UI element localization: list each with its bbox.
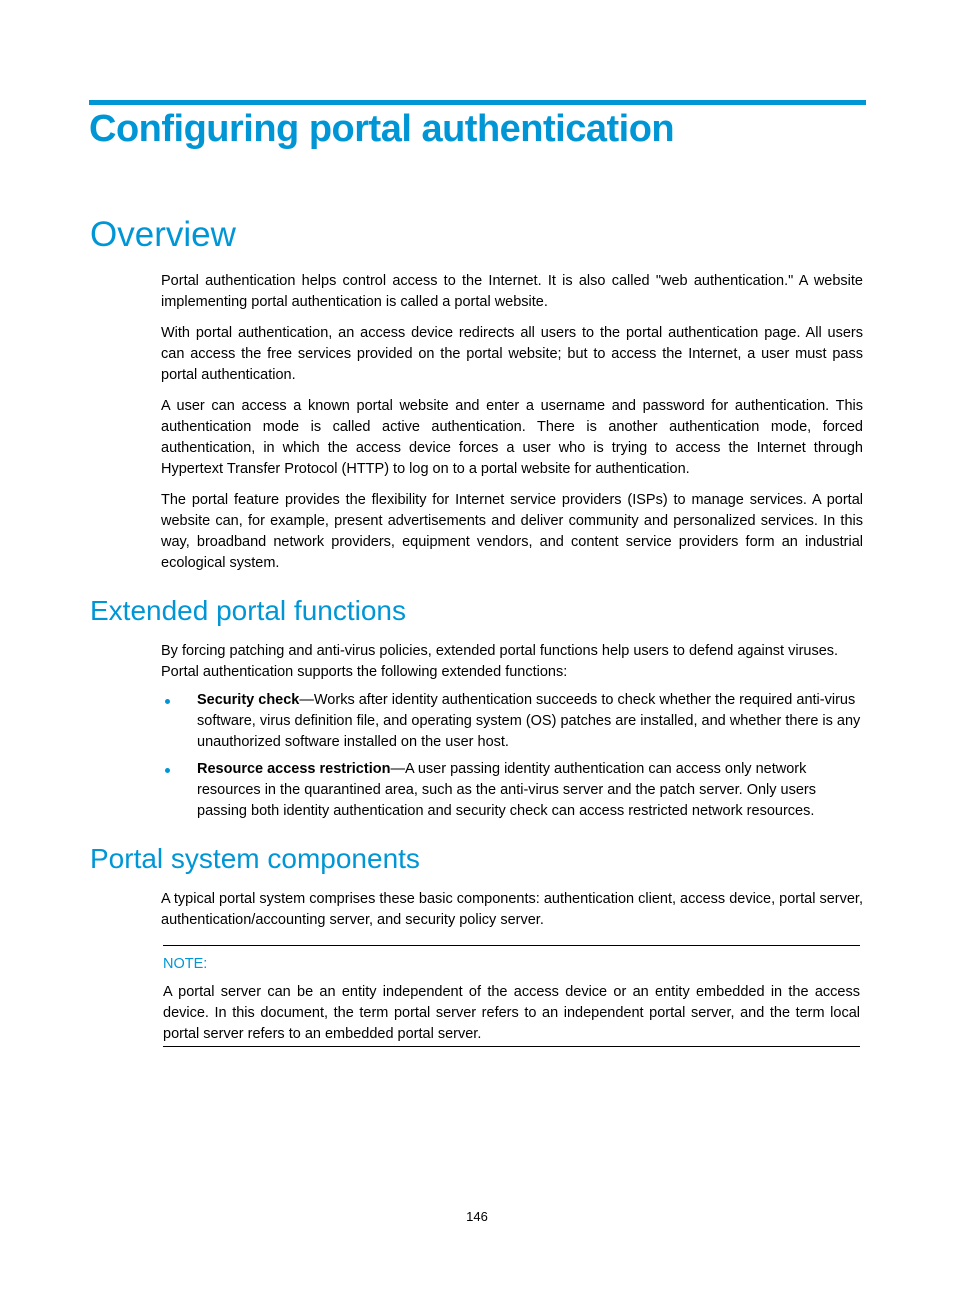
extended-intro: By forcing patching and anti-virus policies, extended portal functions help users to defend against viruses. Portal authentication supports the following extended functions: xyxy=(161,643,839,680)
note-text: A portal server can be an entity independent of the access device or an entity embedded in the access device. In this document, the term portal server refers to an independent portal server, and the term local portal server refers to an embedded portal server. xyxy=(163,984,860,1042)
bullet-text: —Works after identity authentication succeeds to check whether the required anti-virus software, virus definition file, and operating system (OS) patches are installed, and whether there is any unauthorized software installed on the user host. xyxy=(197,692,861,750)
bullet-icon xyxy=(165,699,170,704)
chapter-top-rule xyxy=(89,100,866,105)
bullet-text: —A user passing identity authentication can access only network resources in the quarantined area, such as the anti-virus server and the patch server. Only users passing both identity authentication and security check can access restricted network resources. xyxy=(197,761,816,819)
components-intro: A typical portal system comprises these basic components: authentication client, access device, portal server, authentication/accounting server, and security policy server. xyxy=(161,891,863,928)
overview-paragraph-2: With portal authentication, an access device redirects all users to the portal authentication page. All users can access the free services provided on the portal website; but to access the Internet, a user must pass portal authentication. xyxy=(161,325,863,383)
list-item-security-check xyxy=(161,690,863,753)
page-number: 146 xyxy=(466,1209,488,1224)
extended-heading: Extended portal functions xyxy=(90,595,406,626)
note-box xyxy=(163,945,860,1047)
overview-heading: Overview xyxy=(90,215,236,254)
components-heading: Portal system components xyxy=(90,843,420,874)
extended-function-list xyxy=(161,690,863,828)
overview-paragraph-3: A user can access a known portal website and enter a username and password for authentication. This authentication mode is called active authentication. There is another authentication mode, forced authentication, in which the access device forces a user who is trying to access the Internet through Hypertext Transfer Protocol (HTTP) to log on to a portal website for authentication. xyxy=(161,398,863,477)
bullet-term: Security check xyxy=(197,692,300,708)
bullet-term: Resource access restriction xyxy=(197,761,391,777)
note-label: NOTE: xyxy=(163,956,208,972)
chapter-title: Configuring portal authentication xyxy=(89,108,675,150)
bullet-icon xyxy=(165,768,170,773)
overview-paragraph-1: Portal authentication helps control access to the Internet. It is also called "web authentication." A website implementing portal authentication is called a portal website. xyxy=(161,273,863,310)
list-item-resource-access-restriction xyxy=(161,759,863,822)
overview-paragraph-4: The portal feature provides the flexibility for Internet service providers (ISPs) to manage services. A portal website can, for example, present advertisements and deliver community and personalized services. In this way, broadband network providers, equipment vendors, and content service providers form an industrial ecological system. xyxy=(161,492,863,571)
